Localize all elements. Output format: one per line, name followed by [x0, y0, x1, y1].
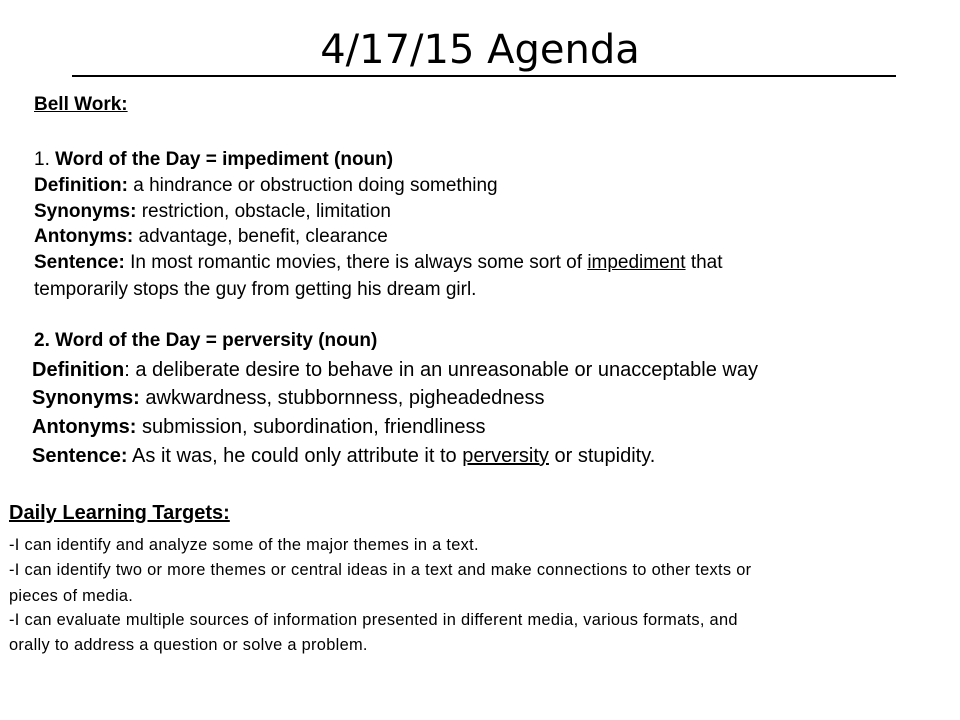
word1-definition-label: Definition:: [34, 175, 128, 196]
word2-heading: [34, 328, 377, 354]
word2-title: 2. Word of the Day = perversity (noun): [34, 330, 378, 351]
word1-definition: [34, 173, 498, 199]
word2-definition-text: : a deliberate desire to behave in an unreasonable or unacceptable way: [124, 359, 758, 381]
word2-sentence-word: perversity: [462, 445, 549, 467]
learning-target-line: -I can identify and analyze some of the major themes in a text.: [9, 536, 479, 554]
word2-sentence-before: As it was, he could only attribute it to: [132, 445, 457, 467]
learning-target-line: orally to address a question or solve a problem.: [9, 636, 368, 654]
word2-definition-label: Definition: [32, 359, 125, 381]
word1-sentence-word: impediment: [587, 252, 686, 273]
word2-synonyms-label: Synonyms:: [32, 387, 140, 409]
word1-number: 1.: [34, 149, 50, 170]
word1-antonyms: [34, 224, 388, 250]
word1-sentence-after: that: [690, 252, 723, 273]
word2-sentence-label: Sentence:: [32, 445, 128, 467]
word1-heading: [34, 147, 393, 173]
word2-synonyms-text: awkwardness, stubbornness, pigheadedness: [145, 387, 545, 409]
word2-antonyms-label: Antonyms:: [32, 416, 137, 438]
word1-sentence: [34, 250, 723, 276]
word1-synonyms-text: restriction, obstacle, limitation: [141, 201, 391, 222]
word2-sentence: [32, 442, 655, 470]
word1-sentence-label: Sentence:: [34, 252, 125, 273]
word1-definition-text: a hindrance or obstruction doing something: [133, 175, 498, 196]
learning-target-line: pieces of media.: [9, 587, 134, 605]
word1-antonyms-text: advantage, benefit, clearance: [138, 226, 388, 247]
page-title: 4/17/15 Agenda: [320, 27, 640, 73]
learning-target-line: -I can evaluate multiple sources of information presented in different media, various formats, and: [9, 611, 738, 629]
word2-antonyms-text: submission, subordination, friendliness: [142, 416, 486, 438]
learning-target-line: -I can identify two or more themes or central ideas in a text and make connections to other texts or: [9, 561, 752, 579]
word1-sentence-line2: temporarily stops the guy from getting his dream girl.: [34, 279, 477, 300]
word2-antonyms: [32, 413, 486, 441]
bell-work-heading: Bell Work:: [34, 94, 128, 115]
word1-sentence-before: In most romantic movies, there is always some sort of: [130, 252, 583, 273]
word2-sentence-after: or stupidity.: [554, 445, 656, 467]
word2-definition: [32, 356, 758, 384]
learning-targets-heading: Daily Learning Targets:: [9, 502, 230, 524]
word1-synonyms-label: Synonyms:: [34, 201, 137, 222]
word1-title: Word of the Day = impediment (noun): [55, 149, 394, 170]
word2-synonyms: [32, 384, 545, 412]
word1-synonyms: [34, 199, 391, 225]
title-underline: [72, 75, 896, 77]
word1-antonyms-label: Antonyms:: [34, 226, 134, 247]
